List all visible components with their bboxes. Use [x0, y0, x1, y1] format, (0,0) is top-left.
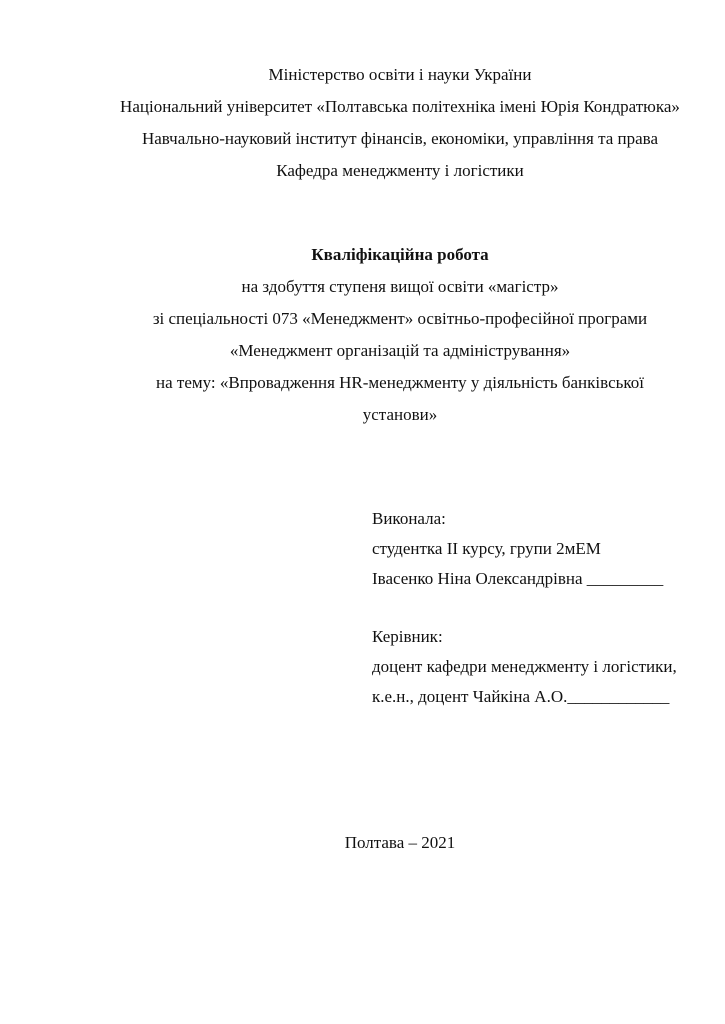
supervisor-name-line: к.е.н., доцент Чайкіна А.О.____________ [372, 687, 670, 706]
topic-line-1: на тему: «Впровадження HR-менеджменту у діяльність банківської [156, 373, 644, 392]
work-type-title: Кваліфікаційна робота [311, 245, 489, 264]
executor-name-line: Івасенко Ніна Олександрівна _________ [372, 569, 664, 588]
supervisor-block [372, 622, 677, 712]
institution-header [103, 59, 697, 187]
program-line: «Менеджмент організацій та адміністрування» [229, 341, 571, 360]
supervisor-position-line: доцент кафедри менеджменту і логістики, [372, 657, 677, 676]
work-title-block [103, 239, 697, 431]
topic-line-2: установи» [362, 405, 438, 424]
degree-line: на здобуття ступеня вищої освіти «магістр» [241, 277, 559, 296]
supervisor-label: Керівник: [372, 627, 443, 646]
city-year-line: Полтава – 2021 [344, 833, 456, 852]
university-line: Національний університет «Полтавська політехніка імені Юрія Кондратюка» [120, 97, 680, 116]
executor-role-line: студентка ІІ курсу, групи 2мЕМ [372, 539, 601, 558]
executor-label: Виконала: [372, 509, 446, 528]
executor-block [372, 504, 663, 594]
department-line: Кафедра менеджменту і логістики [276, 161, 524, 180]
specialty-line: зі спеціальності 073 «Менеджмент» освітньо-професійної програми [152, 309, 648, 328]
ministry-line: Міністерство освіти і науки України [268, 65, 532, 84]
institute-line: Навчально-науковий інститут фінансів, економіки, управління та права [141, 129, 659, 148]
